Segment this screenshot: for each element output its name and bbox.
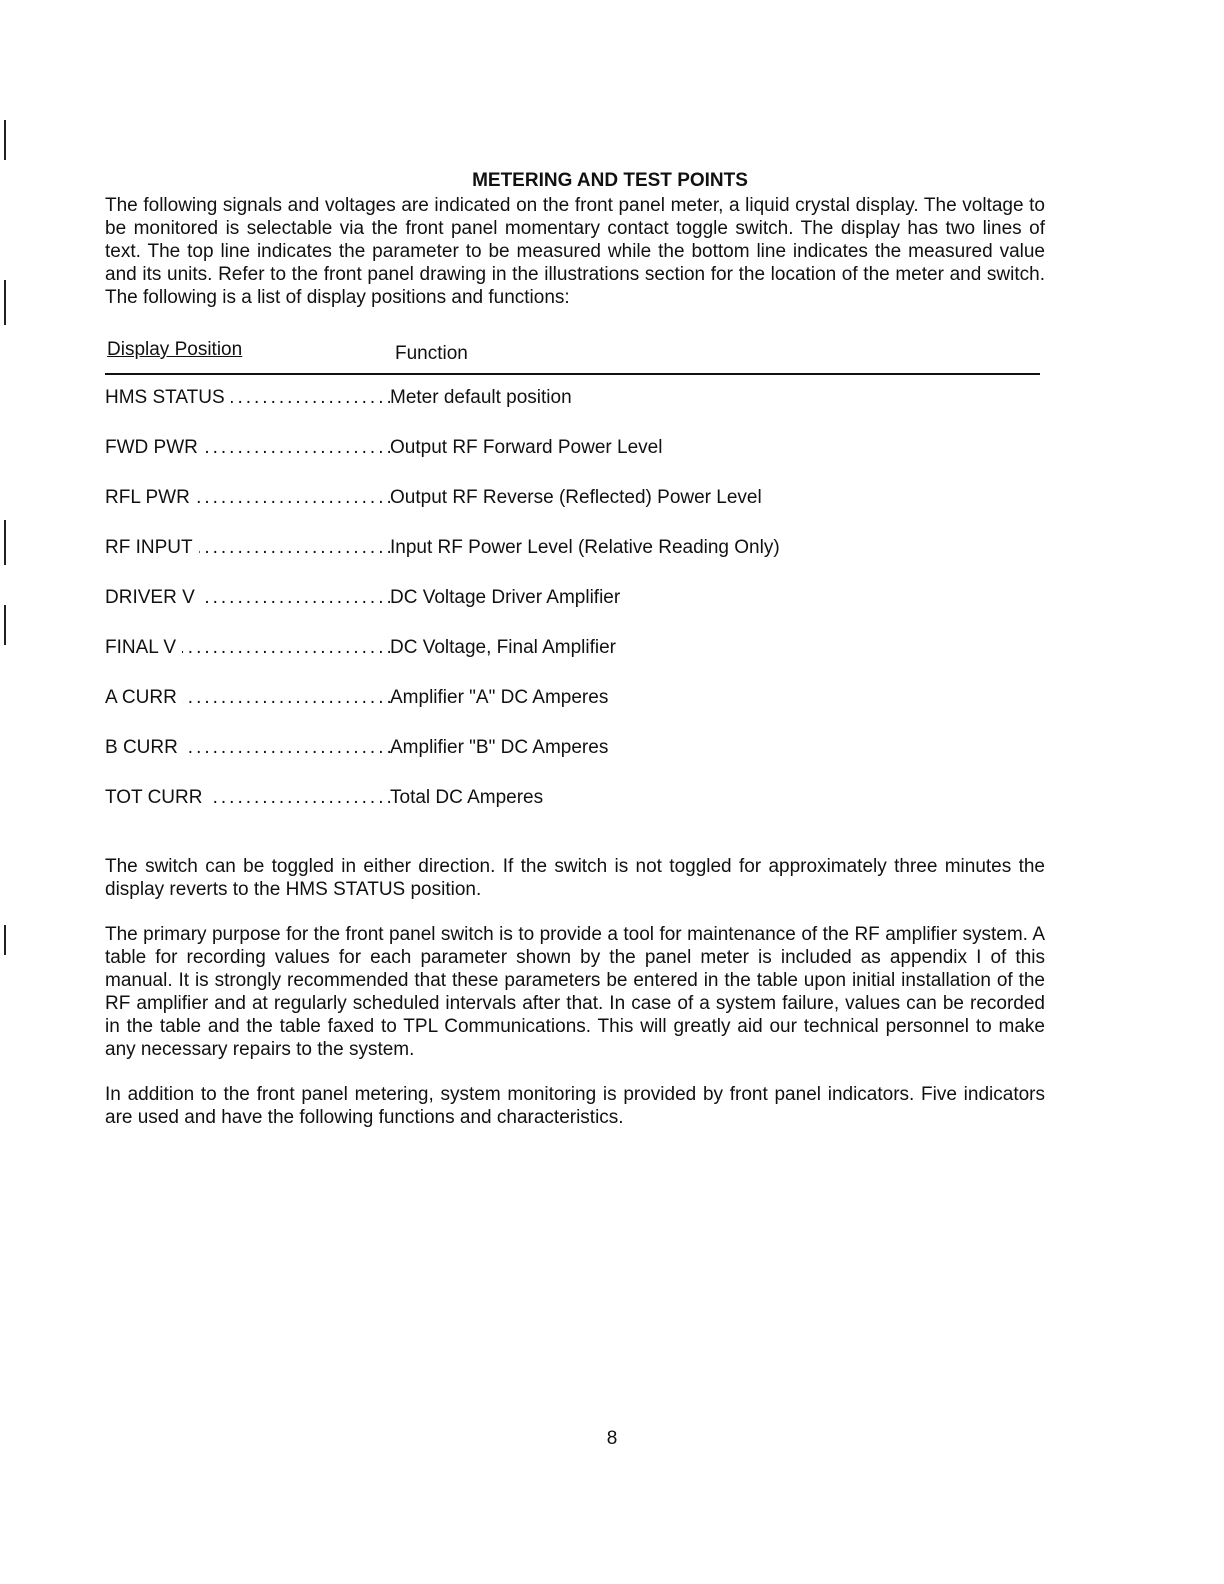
toggle-paragraph-block [105, 855, 1045, 901]
display-position: A CURR ..... [105, 687, 390, 709]
position-function: Total DC Amperes [390, 787, 544, 808]
table-row [105, 387, 1045, 437]
page-number: 8 [606, 1428, 618, 1449]
table-row [105, 787, 1045, 837]
position-function: Meter default position [390, 387, 572, 408]
position-function: DC Voltage Driver Amplifier [390, 587, 621, 608]
display-position: FWD PWR ..... [105, 437, 390, 459]
intro-paragraph: The following signals and voltages are indicated on the front panel meter, a liquid crystal display. The voltage to be monitored is selectable via the front panel momentary contact toggle switch. The display has two lines of text. The top line indicates the parameter to be measured while the bottom line indicates the measured value and its units. Refer to the front panel drawing in the illustrations section for the location of the meter and switch. The following is a list of display positions and functions: [105, 195, 1045, 308]
indicators-paragraph: In addition to the front panel metering, system monitoring is provided by front panel indicators. Five indicators are used and have the following functions and characteristics. [105, 1084, 1045, 1128]
position-function: Amplifier "A" DC Amperes [390, 687, 609, 708]
display-position: HMS STATUS ..... [105, 387, 390, 409]
page-heading: METERING AND TEST POINTS [472, 170, 748, 191]
table-row [105, 437, 1045, 487]
display-table-header [105, 339, 1040, 375]
table-row [105, 737, 1045, 787]
table-row [105, 537, 1045, 587]
display-position: FINAL V ..... [105, 637, 390, 659]
position-function: Output RF Reverse (Reflected) Power Level [390, 487, 762, 508]
document-page [105, 170, 1045, 1129]
table-row [105, 687, 1045, 737]
table-row [105, 637, 1045, 687]
indicators-paragraph-block [105, 1083, 1045, 1129]
table-row [105, 487, 1045, 537]
purpose-paragraph: The primary purpose for the front panel switch is to provide a tool for maintenance of the RF amplifier system. A table for recording values for each parameter shown by the panel meter is included as appendix I of this manual. It is strongly recommended that these parameters be entered in the table upon initial installation of the RF amplifier and at regularly scheduled intervals after that. In case of a system failure, values can be recorded in the table and the table faxed to TPL Communications. This will greatly aid our technical personnel to make any necessary repairs to the system. [105, 924, 1045, 1060]
display-position: DRIVER V ..... [105, 587, 390, 609]
position-function: Input RF Power Level (Relative Reading Only) [390, 537, 780, 558]
purpose-paragraph-block [105, 923, 1045, 1061]
display-position: B CURR ..... [105, 737, 390, 759]
display-position: TOT CURR ..... [105, 787, 390, 809]
display-position-list [105, 387, 1045, 837]
header-display-position: Display Position [107, 339, 243, 360]
display-position: RFL PWR ..... [105, 487, 390, 509]
position-function: DC Voltage, Final Amplifier [390, 637, 616, 658]
header-function: Function [395, 343, 468, 364]
scan-edge-marks [0, 0, 20, 1000]
display-position: RF INPUT ..... [105, 537, 390, 559]
toggle-paragraph: The switch can be toggled in either direction. If the switch is not toggled for approximately three minutes the display reverts to the HMS STATUS position. [105, 856, 1045, 900]
position-function: Output RF Forward Power Level [390, 437, 663, 458]
table-row [105, 587, 1045, 637]
position-function: Amplifier "B" DC Amperes [390, 737, 609, 758]
